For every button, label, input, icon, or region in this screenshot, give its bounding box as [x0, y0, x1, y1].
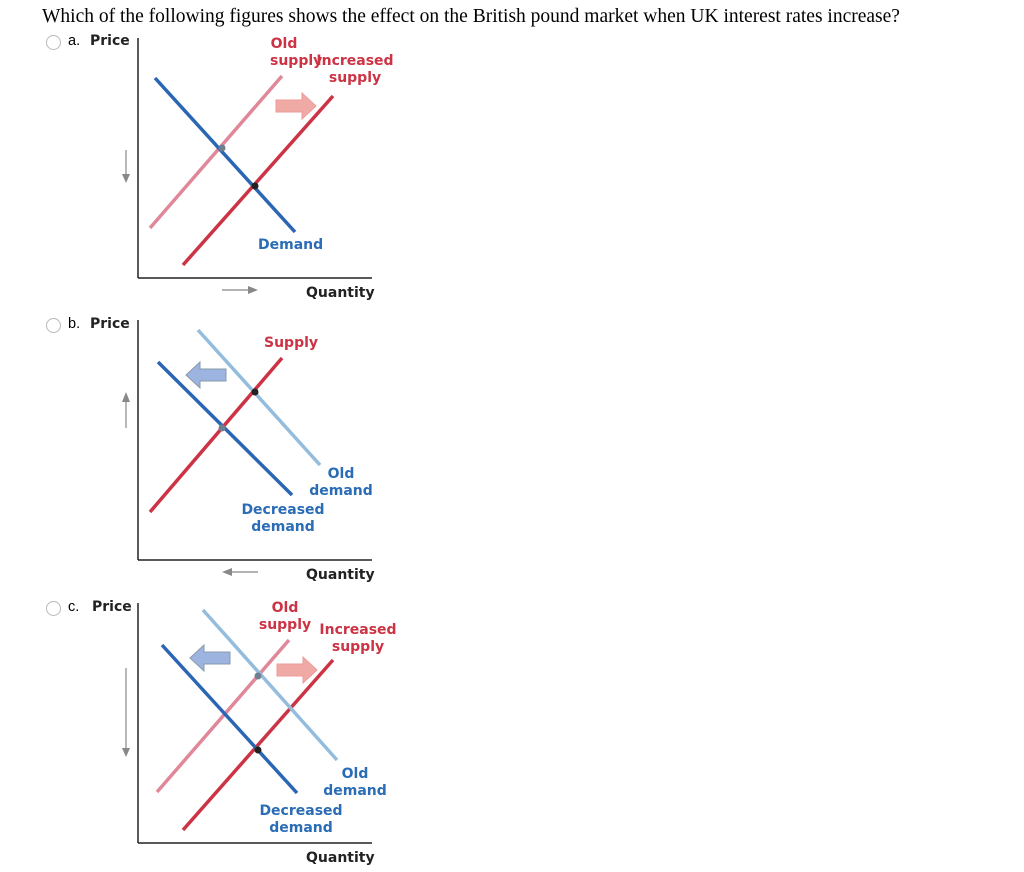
option-a-letter: a.	[68, 33, 81, 49]
label-old-demand: Old demand	[309, 466, 373, 499]
label-increased-supply: Increased supply	[319, 622, 397, 655]
label-old-supply: Old supply	[270, 36, 323, 69]
quantity-axis-label: Quantity	[306, 850, 375, 866]
label-demand: Demand	[258, 237, 324, 253]
quantity-axis-label: Quantity	[306, 285, 375, 301]
label-decreased-demand: Decreased demand	[259, 803, 343, 836]
label-old-supply: Old supply	[258, 600, 312, 633]
label-supply: Supply	[264, 335, 319, 351]
option-c-letter: c.	[68, 599, 80, 615]
question-text: Which of the following figures shows the effect on the British pound market when UK interest rates increase?	[42, 6, 900, 27]
label-increased-supply: Increased supply	[316, 53, 394, 86]
new-equilibrium-point	[255, 747, 262, 754]
price-axis-label: Price	[90, 316, 130, 332]
option-b-letter: b.	[68, 316, 81, 332]
demand-shift-left-arrow-icon	[190, 645, 230, 671]
price-axis-label: Price	[90, 33, 130, 49]
price-axis-label: Price	[92, 599, 132, 615]
quantity-axis-label: Quantity	[306, 567, 375, 583]
label-old-demand: Old demand	[323, 766, 387, 799]
old-equilibrium-point	[255, 673, 262, 680]
label-decreased-demand: Decreased demand	[241, 502, 325, 535]
price-down-arrow-icon	[122, 748, 130, 757]
supply-shift-right-arrow-icon	[277, 657, 317, 683]
